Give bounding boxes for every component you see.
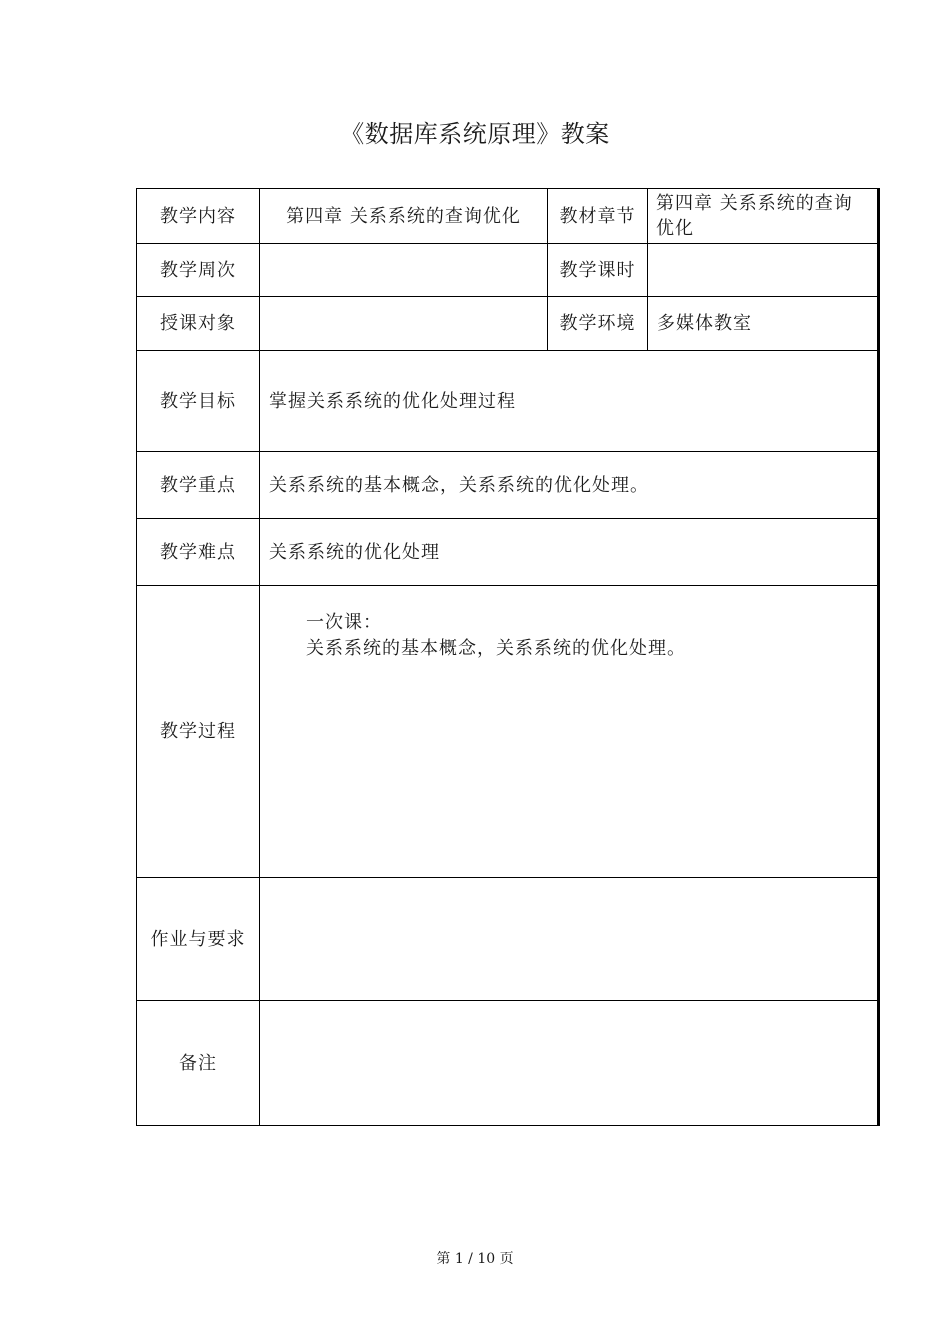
value-objective: 掌握关系系统的优化处理过程 xyxy=(260,351,879,452)
table-row-objective xyxy=(137,351,879,452)
table-row-week xyxy=(137,244,879,297)
label-teaching-week: 教学周次 xyxy=(137,244,260,297)
value-textbook-chapter: 第四章 关系系统的查询优化 xyxy=(648,189,879,244)
value-class-hours xyxy=(648,244,879,297)
table-row-homework xyxy=(137,878,879,1001)
table-row-process xyxy=(137,586,879,878)
process-line-2: 关系系统的基本概念，关系系统的优化处理。 xyxy=(306,638,686,659)
label-objective: 教学目标 xyxy=(137,351,260,452)
value-key-points: 关系系统的基本概念，关系系统的优化处理。 xyxy=(260,452,879,519)
lesson-plan-table xyxy=(136,188,880,1126)
table-row-key-points xyxy=(137,452,879,519)
value-process xyxy=(260,586,879,878)
page-number: 第 1 / 10 页 xyxy=(436,1251,514,1267)
label-teaching-content: 教学内容 xyxy=(137,189,260,244)
value-homework xyxy=(260,878,879,1001)
table-row-content xyxy=(137,189,879,244)
label-audience: 授课对象 xyxy=(137,297,260,351)
label-textbook-chapter: 教材章节 xyxy=(548,189,648,244)
label-environment: 教学环境 xyxy=(548,297,648,351)
value-teaching-week xyxy=(260,244,548,297)
table-row-remarks xyxy=(137,1001,879,1126)
table-row-difficulties xyxy=(137,519,879,586)
label-homework: 作业与要求 xyxy=(137,878,260,1001)
document-title: 《数据库系统原理》教案 xyxy=(340,120,610,148)
value-remarks xyxy=(260,1001,879,1126)
label-key-points: 教学重点 xyxy=(137,452,260,519)
label-remarks: 备注 xyxy=(137,1001,260,1126)
process-line-1: 一次课： xyxy=(306,612,382,633)
value-environment: 多媒体教室 xyxy=(648,297,879,351)
value-audience xyxy=(260,297,548,351)
label-difficulties: 教学难点 xyxy=(137,519,260,586)
label-class-hours: 教学课时 xyxy=(548,244,648,297)
label-process: 教学过程 xyxy=(137,586,260,878)
value-teaching-content: 第四章 关系系统的查询优化 xyxy=(260,189,548,244)
value-difficulties: 关系系统的优化处理 xyxy=(260,519,879,586)
table-row-audience xyxy=(137,297,879,351)
